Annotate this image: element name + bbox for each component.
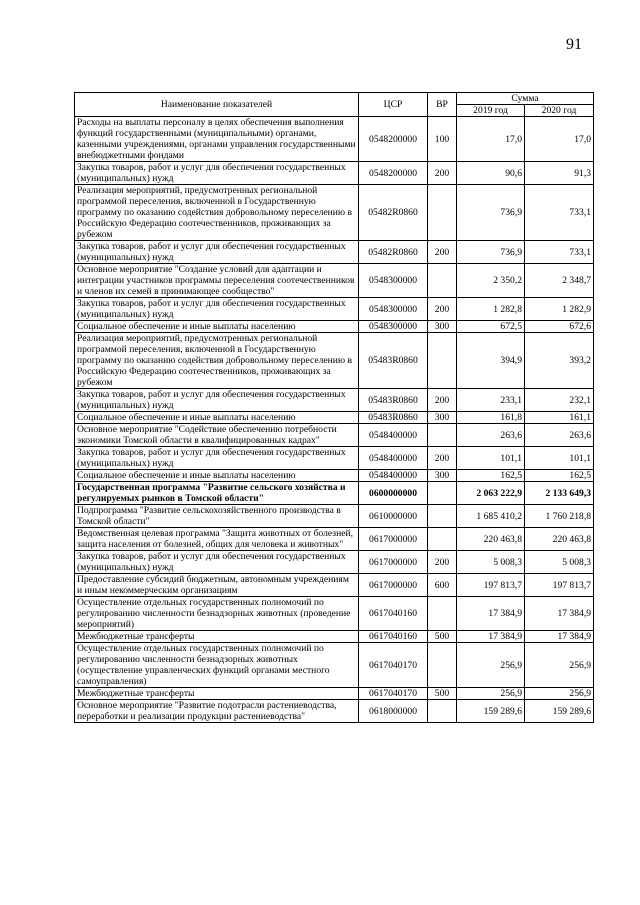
row-sum-2020: 17 384,9	[525, 631, 594, 643]
row-vr	[428, 597, 457, 631]
row-csr: 05482R0860	[359, 185, 428, 241]
row-csr: 0617040170	[359, 688, 428, 700]
row-name: Государственная программа "Развитие сельского хозяйства и регулируемых рынков в Томской области"	[75, 482, 359, 505]
row-vr	[428, 333, 457, 389]
row-sum-2020: 17 384,9	[525, 597, 594, 631]
row-csr: 0548400000	[359, 447, 428, 470]
row-sum-2020: 256,9	[525, 688, 594, 700]
row-name: Закупка товаров, работ и услуг для обеспечения государственных (муниципальных) нужд	[75, 298, 359, 321]
header-sum: Сумма	[457, 93, 594, 105]
row-sum-2019: 90,6	[457, 162, 525, 185]
row-sum-2020: 1 282,9	[525, 298, 594, 321]
row-sum-2020: 2 348,7	[525, 264, 594, 298]
row-name: Реализация мероприятий, предусмотренных региональной программой переселения, включенной в Государственную программу по оказанию содействия добровольному переселению в Российскую Федерацию соотечественников, проживающих за рубежом	[75, 185, 359, 241]
row-vr	[428, 424, 457, 447]
row-sum-2020: 263,6	[525, 424, 594, 447]
header-name: Наименование показателей	[75, 93, 359, 117]
table-row	[75, 551, 594, 574]
row-sum-2019: 394,9	[457, 333, 525, 389]
row-vr	[428, 264, 457, 298]
row-csr: 0548200000	[359, 162, 428, 185]
row-csr: 0548300000	[359, 298, 428, 321]
row-name: Межбюджетные трансферты	[75, 688, 359, 700]
row-sum-2019: 161,8	[457, 412, 525, 424]
table-row	[75, 389, 594, 412]
row-name: Ведомственная целевая программа "Защита животных от болезней, защита населения от болезней, общих для человека и животных"	[75, 528, 359, 551]
row-vr: 200	[428, 241, 457, 264]
header-csr: ЦСР	[359, 93, 428, 117]
row-vr: 200	[428, 551, 457, 574]
table-row	[75, 162, 594, 185]
table-row	[75, 321, 594, 333]
row-csr: 0548400000	[359, 424, 428, 447]
table-row	[75, 597, 594, 631]
row-name: Реализация мероприятий, предусмотренных региональной программой переселения, включенной в Государственную программу по оказанию содействия добровольному переселению в Российскую Федерацию соотечественников, проживающих за рубежом	[75, 333, 359, 389]
row-csr: 0617040160	[359, 597, 428, 631]
row-csr: 0617000000	[359, 551, 428, 574]
table-row	[75, 528, 594, 551]
table-row	[75, 298, 594, 321]
row-vr: 300	[428, 321, 457, 333]
row-sum-2019: 256,9	[457, 643, 525, 688]
row-name: Осуществление отдельных государственных полномочий по регулированию численности безнадзорных животных (осуществление управленческих функций органами местного самоуправления)	[75, 643, 359, 688]
row-sum-2020: 5 008,3	[525, 551, 594, 574]
row-sum-2020: 256,9	[525, 643, 594, 688]
table-row	[75, 333, 594, 389]
row-sum-2020: 1 760 218,8	[525, 505, 594, 528]
row-name: Закупка товаров, работ и услуг для обеспечения государственных (муниципальных) нужд	[75, 447, 359, 470]
row-name: Предоставление субсидий бюджетным, автономным учреждениям и иным некоммерческим организациям	[75, 574, 359, 597]
row-sum-2019: 162,5	[457, 470, 525, 482]
row-vr	[428, 505, 457, 528]
row-name: Закупка товаров, работ и услуг для обеспечения государственных (муниципальных) нужд	[75, 162, 359, 185]
row-vr: 500	[428, 688, 457, 700]
row-vr: 600	[428, 574, 457, 597]
row-sum-2020: 17,0	[525, 117, 594, 162]
row-vr	[428, 482, 457, 505]
row-sum-2019: 1 685 410,2	[457, 505, 525, 528]
row-name: Закупка товаров, работ и услуг для обеспечения государственных (муниципальных) нужд	[75, 389, 359, 412]
table-row	[75, 447, 594, 470]
table-row	[75, 241, 594, 264]
row-sum-2020: 159 289,6	[525, 700, 594, 723]
row-sum-2020: 733,1	[525, 241, 594, 264]
row-csr: 0600000000	[359, 482, 428, 505]
table-row	[75, 574, 594, 597]
table-row	[75, 631, 594, 643]
table-row	[75, 412, 594, 424]
header-2019: 2019 год	[457, 105, 525, 117]
row-sum-2019: 233,1	[457, 389, 525, 412]
row-sum-2019: 17,0	[457, 117, 525, 162]
header-2020: 2020 год	[525, 105, 594, 117]
budget-table	[74, 92, 594, 723]
row-name: Подпрограмма "Развитие сельскохозяйственного производства в Томской области"	[75, 505, 359, 528]
row-sum-2020: 393,2	[525, 333, 594, 389]
row-sum-2020: 220 463,8	[525, 528, 594, 551]
row-csr: 0617040170	[359, 643, 428, 688]
table-row	[75, 264, 594, 298]
table-row	[75, 505, 594, 528]
row-sum-2019: 736,9	[457, 185, 525, 241]
row-name: Осуществление отдельных государственных полномочий по регулированию численности безнадзорных животных (проведение мероприятий)	[75, 597, 359, 631]
row-vr: 500	[428, 631, 457, 643]
row-name: Закупка товаров, работ и услуг для обеспечения государственных (муниципальных) нужд	[75, 241, 359, 264]
page-number: 91	[566, 36, 582, 53]
row-sum-2020: 161,1	[525, 412, 594, 424]
row-vr	[428, 528, 457, 551]
row-vr: 200	[428, 389, 457, 412]
row-name: Социальное обеспечение и иные выплаты населению	[75, 321, 359, 333]
row-sum-2019: 159 289,6	[457, 700, 525, 723]
row-csr: 0617040160	[359, 631, 428, 643]
row-name: Социальное обеспечение и иные выплаты населению	[75, 470, 359, 482]
row-sum-2019: 1 282,8	[457, 298, 525, 321]
row-sum-2019: 17 384,9	[457, 631, 525, 643]
table-row	[75, 482, 594, 505]
table-row	[75, 424, 594, 447]
row-csr: 0548200000	[359, 117, 428, 162]
row-csr: 0548300000	[359, 264, 428, 298]
row-csr: 05482R0860	[359, 241, 428, 264]
row-vr: 200	[428, 447, 457, 470]
row-name: Социальное обеспечение и иные выплаты населению	[75, 412, 359, 424]
row-csr: 0610000000	[359, 505, 428, 528]
table-row	[75, 185, 594, 241]
row-sum-2019: 17 384,9	[457, 597, 525, 631]
row-vr	[428, 700, 457, 723]
row-sum-2019: 220 463,8	[457, 528, 525, 551]
row-csr: 0548300000	[359, 321, 428, 333]
row-name: Расходы на выплаты персоналу в целях обеспечения выполнения функций государственными (муниципальными) органами, казенными учреждениями, органами управления государственными внебюджетными фондами	[75, 117, 359, 162]
table-body	[75, 117, 594, 723]
row-csr: 0618000000	[359, 700, 428, 723]
row-vr	[428, 185, 457, 241]
row-sum-2020: 197 813,7	[525, 574, 594, 597]
row-vr: 300	[428, 470, 457, 482]
row-sum-2019: 2 350,2	[457, 264, 525, 298]
row-name: Основное мероприятие "Содействие обеспечению потребности экономики Томской области в квалифицированных кадрах"	[75, 424, 359, 447]
row-sum-2020: 672,6	[525, 321, 594, 333]
row-name: Межбюджетные трансферты	[75, 631, 359, 643]
table-row	[75, 700, 594, 723]
row-sum-2019: 256,9	[457, 688, 525, 700]
row-csr: 05483R0860	[359, 412, 428, 424]
row-csr: 0617000000	[359, 574, 428, 597]
row-sum-2019: 2 063 222,9	[457, 482, 525, 505]
row-sum-2020: 733,1	[525, 185, 594, 241]
row-vr: 100	[428, 117, 457, 162]
row-name: Основное мероприятие "Создание условий для адаптации и интеграции участников программы переселения соотечественников и членов их семей в принимающее сообщество"	[75, 264, 359, 298]
table-row	[75, 117, 594, 162]
table-row	[75, 470, 594, 482]
row-sum-2020: 2 133 649,3	[525, 482, 594, 505]
row-sum-2019: 5 008,3	[457, 551, 525, 574]
row-sum-2020: 232,1	[525, 389, 594, 412]
row-csr: 0617000000	[359, 528, 428, 551]
row-vr: 200	[428, 298, 457, 321]
table-row	[75, 688, 594, 700]
row-sum-2020: 162,5	[525, 470, 594, 482]
row-sum-2019: 263,6	[457, 424, 525, 447]
row-sum-2020: 101,1	[525, 447, 594, 470]
row-vr: 300	[428, 412, 457, 424]
row-name: Закупка товаров, работ и услуг для обеспечения государственных (муниципальных) нужд	[75, 551, 359, 574]
row-vr: 200	[428, 162, 457, 185]
header-vr: ВР	[428, 93, 457, 117]
row-csr: 05483R0860	[359, 333, 428, 389]
row-sum-2019: 672,5	[457, 321, 525, 333]
row-sum-2019: 101,1	[457, 447, 525, 470]
row-vr	[428, 643, 457, 688]
row-sum-2019: 736,9	[457, 241, 525, 264]
row-sum-2019: 197 813,7	[457, 574, 525, 597]
table-row	[75, 643, 594, 688]
row-sum-2020: 91,3	[525, 162, 594, 185]
row-name: Основное мероприятие "Развитие подотрасли растениеводства, переработки и реализации продукции растениеводства"	[75, 700, 359, 723]
row-csr: 05483R0860	[359, 389, 428, 412]
row-csr: 0548400000	[359, 470, 428, 482]
